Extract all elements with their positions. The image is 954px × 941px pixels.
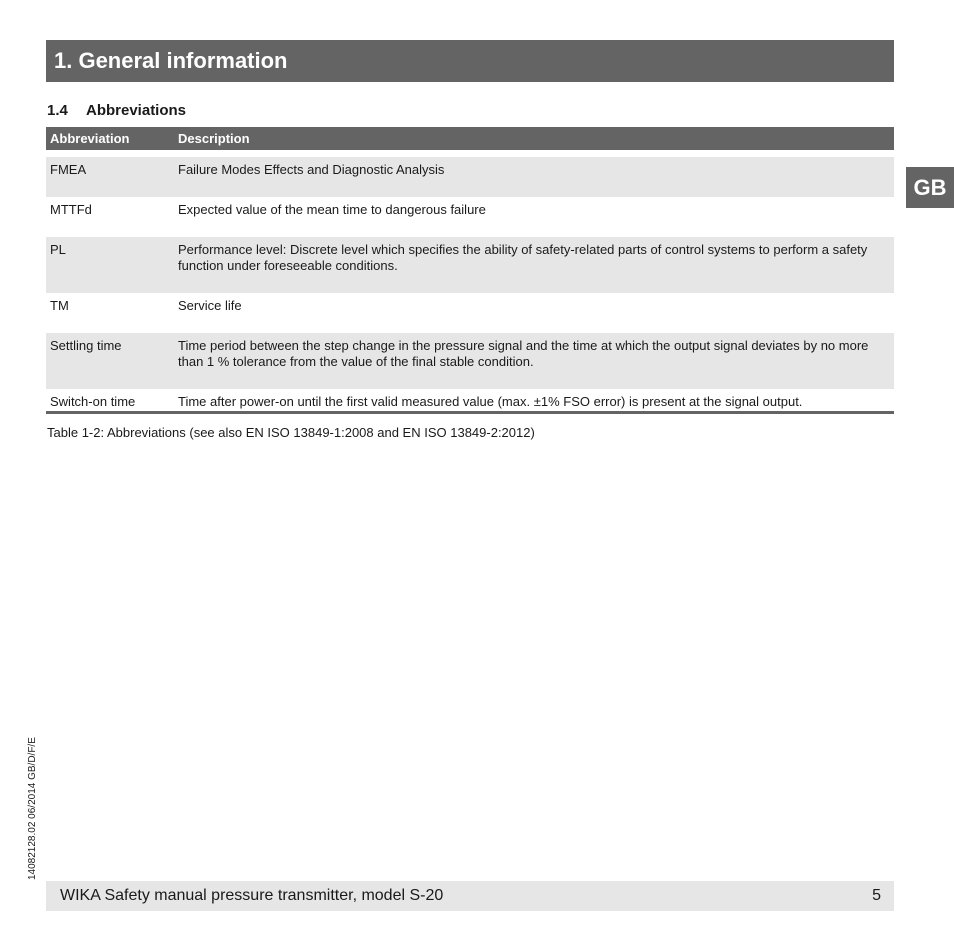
description-cell: Time after power-on until the first valid measured value (max. ±1% FSO error) is present at the signal output. bbox=[178, 389, 894, 413]
abbreviation-cell: Switch-on time bbox=[46, 389, 178, 413]
abbreviation-cell: FMEA bbox=[46, 157, 178, 197]
chapter-title: 1. General information bbox=[46, 40, 894, 82]
table-row bbox=[46, 333, 894, 389]
table-header-row bbox=[46, 127, 894, 150]
description-cell: Failure Modes Effects and Diagnostic Analysis bbox=[178, 157, 894, 197]
description-cell: Service life bbox=[178, 298, 242, 313]
table-row bbox=[46, 237, 894, 293]
table-row bbox=[46, 157, 894, 197]
page-number: 5 bbox=[872, 887, 881, 904]
abbreviation-cell: TM bbox=[50, 298, 69, 313]
description-cell: Time period between the step change in the pressure signal and the time at which the output signal deviates by no more than 1 % tolerance from the value of the final stable condition. bbox=[178, 333, 894, 389]
footer-title: WIKA Safety manual pressure transmitter, model S-20 bbox=[60, 887, 444, 904]
document-number: 14082128.02 06/2014 GB/D/F/E bbox=[27, 737, 38, 880]
description-cell: Expected value of the mean time to dangerous failure bbox=[178, 202, 486, 217]
description-cell: Performance level: Discrete level which specifies the ability of safety-related parts of control systems to perform a safety function under foreseeable conditions. bbox=[178, 237, 894, 293]
abbreviation-cell: PL bbox=[46, 237, 178, 293]
table-caption: Table 1-2: Abbreviations (see also EN ISO 13849-1:2008 and EN ISO 13849-2:2012) bbox=[47, 425, 535, 440]
abbreviation-cell: MTTFd bbox=[50, 202, 92, 217]
header-description: Description bbox=[178, 127, 894, 150]
table-row bbox=[46, 197, 894, 237]
table-row bbox=[46, 293, 894, 333]
section-heading bbox=[47, 102, 186, 119]
section-number: 1.4 bbox=[47, 102, 68, 119]
abbreviation-cell: Settling time bbox=[46, 333, 178, 389]
section-title: Abbreviations bbox=[86, 102, 187, 119]
header-abbreviation: Abbreviation bbox=[46, 127, 178, 150]
language-tab: GB bbox=[906, 167, 954, 208]
page-footer bbox=[46, 881, 894, 911]
table-row bbox=[46, 389, 894, 413]
abbreviations-table bbox=[46, 127, 894, 414]
